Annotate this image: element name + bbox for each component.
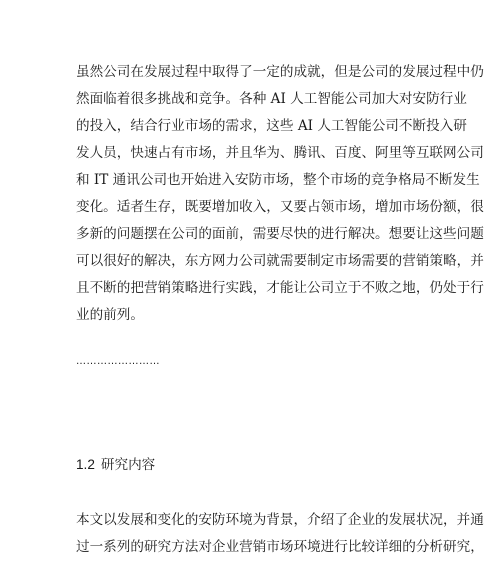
body-paragraph-1: [76, 59, 484, 329]
text-line: 过一系列的研究方法对企业营销市场环境进行比较详细的分析研究，: [76, 539, 484, 555]
text-line: 可以很好的解决，东方网力公司就需要制定市场需要的营销策略，并: [76, 253, 484, 269]
text-line: 业的前列。: [76, 307, 144, 323]
text-line: 发人员，快速占有市场，并且华为、腾讯、百度、阿里等互联网公司: [76, 145, 484, 161]
text-line: 且不断的把营销策略进行实践，才能让公司立于不败之地，仍处于行: [76, 280, 484, 296]
text-line: 和 IT 通讯公司也开始进入安防市场，整个市场的竞争格局不断发生: [76, 172, 480, 188]
section-heading: [76, 455, 155, 475]
text-line: 的投入，结合行业市场的需求，这些 AI 人工智能公司不断投入研: [76, 118, 467, 134]
text-line: 然面临着很多挑战和竞争。各种 AI 人工智能公司加大对安防行业: [76, 91, 467, 107]
ellipsis-separator: ……………………: [76, 356, 160, 367]
text-line: 多新的问题摆在公司的面前，需要尽快的进行解决。想要让这些问题: [76, 226, 484, 242]
section-title: 研究内容: [100, 457, 156, 473]
section-number: 1.2: [76, 457, 95, 472]
text-line: 变化。适者生存，既要增加收入，又要占领市场，增加市场份额，很: [76, 199, 484, 215]
body-paragraph-2: [76, 507, 484, 561]
text-line: 本文以发展和变化的安防环境为背景，介绍了企业的发展状况，并通: [76, 512, 484, 528]
text-line: 虽然公司在发展过程中取得了一定的成就，但是公司的发展过程中仍: [76, 64, 484, 80]
